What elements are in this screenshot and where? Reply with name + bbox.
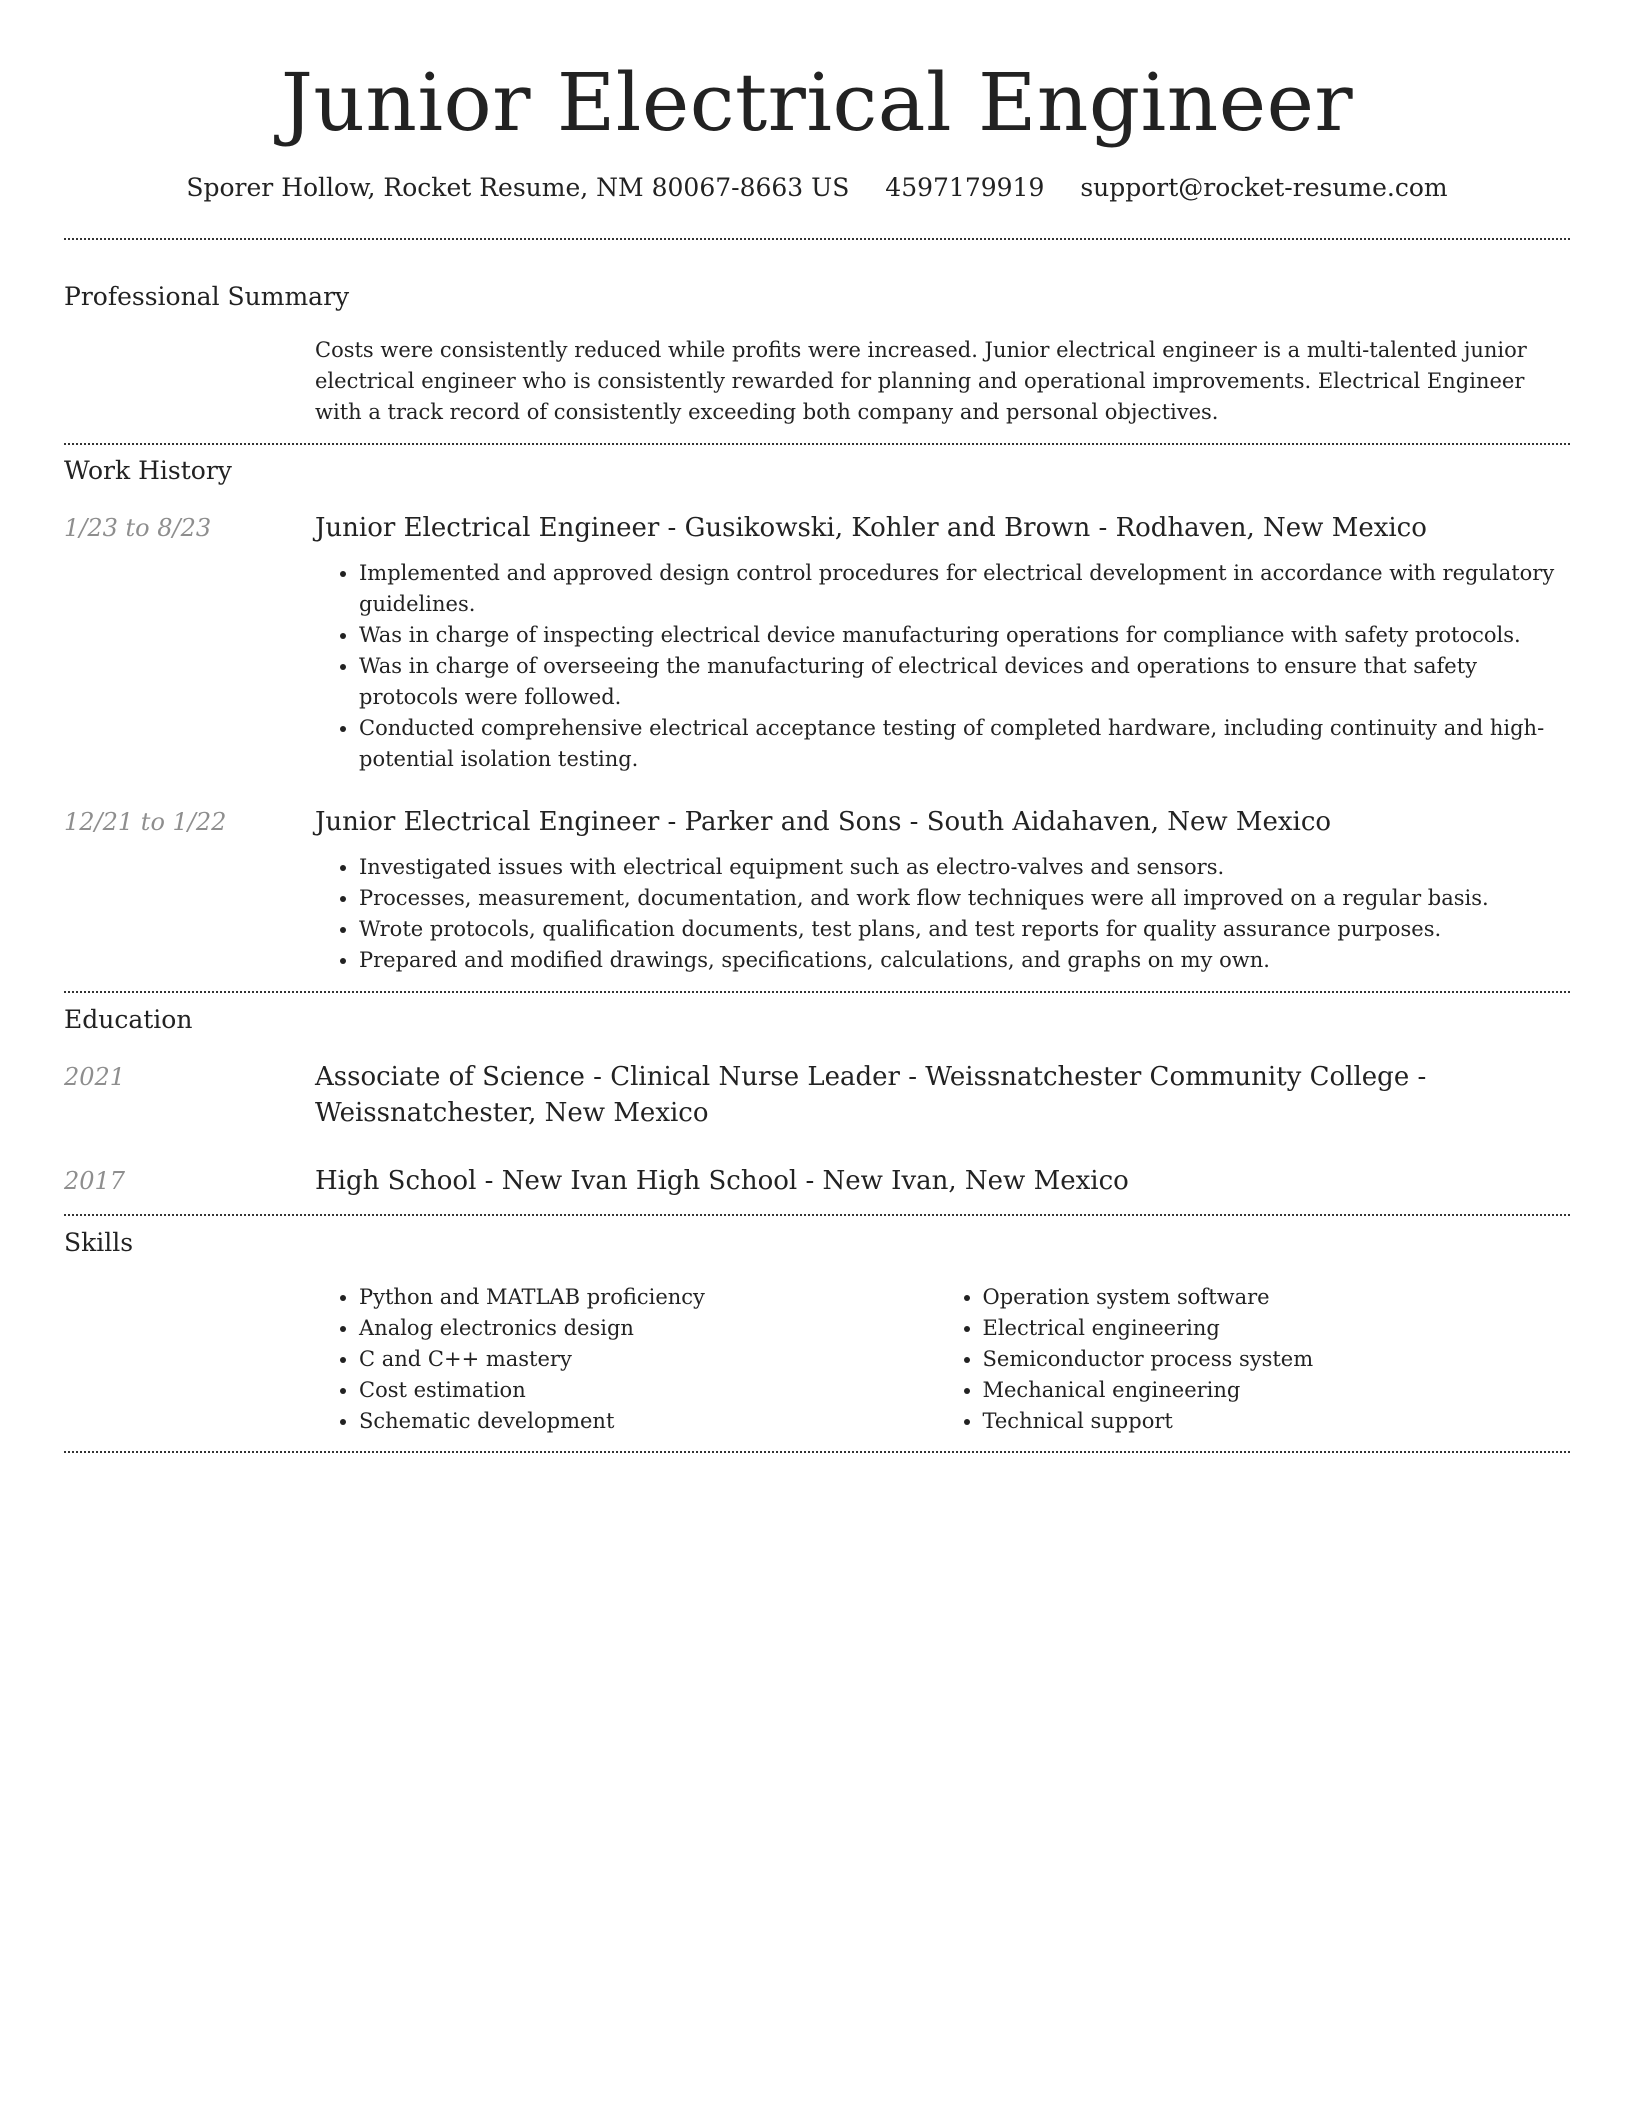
- skills-grid: [315, 1282, 1562, 1437]
- summary-section: [64, 240, 1570, 428]
- skill-item: • Semiconductor process system: [983, 1344, 1563, 1375]
- education-title: [315, 1163, 1562, 1199]
- list-item: • Wrote protocols, qualification documents, test plans, and test reports for quality assurance purposes.: [359, 914, 1562, 945]
- skill-item: • Electrical engineering: [983, 1313, 1563, 1344]
- job-dates: 1/23 to 8/23: [64, 514, 212, 542]
- education-title: [315, 1059, 1562, 1131]
- skills-divider: [64, 1451, 1570, 1453]
- summary-heading: Professional Summary: [64, 282, 350, 311]
- education-section: [64, 993, 1570, 1199]
- job-bullets: [315, 558, 1562, 775]
- job-title: [315, 510, 1562, 546]
- skill-item: • Operation system software: [983, 1282, 1563, 1313]
- education-year: 2021: [64, 1063, 126, 1091]
- job-role: Junior Electrical Engineer: [315, 807, 660, 837]
- list-item: • Conducted comprehensive electrical acceptance testing of completed hardware, including continuity and high-potential isolation testing.: [359, 713, 1562, 775]
- skills-list-left: [315, 1282, 939, 1437]
- job-role: Junior Electrical Engineer: [315, 513, 660, 543]
- education-entry: [64, 1059, 1570, 1131]
- education-year: 2017: [64, 1167, 126, 1195]
- job-title: [315, 804, 1562, 840]
- list-item: • Implemented and approved design control procedures for electrical development in accordance with regulatory guidelines.: [359, 558, 1562, 620]
- list-item: • Was in charge of overseeing the manufacturing of electrical devices and operations to ensure that safety protocols were followed.: [359, 651, 1562, 713]
- job-dates: 12/21 to 1/22: [64, 808, 227, 836]
- skills-section: [64, 1216, 1570, 1437]
- skill-item: • Analog electronics design: [359, 1313, 939, 1344]
- job-bullets: [315, 852, 1562, 976]
- work-heading: Work History: [64, 456, 232, 485]
- resume-name: Junior Electrical Engineer: [280, 56, 1354, 149]
- education-details: - New Ivan High School - New Ivan, New Mexico: [476, 1166, 1129, 1196]
- education-degree: Associate of Science - Clinical Nurse Leader: [315, 1062, 900, 1092]
- job-details: - Gusikowski, Kohler and Brown - Rodhaven, New Mexico: [659, 513, 1427, 543]
- resume-page: [64, 0, 1570, 1453]
- education-degree: High School: [315, 1166, 477, 1196]
- list-item: • Processes, measurement, documentation, and work flow techniques were all improved on a regular basis.: [359, 883, 1562, 914]
- list-item: • Was in charge of inspecting electrical device manufacturing operations for compliance with safety protocols.: [359, 620, 1562, 651]
- education-details: - Weissnatchester Community College - Weissnatchester, New Mexico: [315, 1062, 1427, 1128]
- skill-item: • Python and MATLAB proficiency: [359, 1282, 939, 1313]
- job-details: - Parker and Sons - South Aidahaven, New Mexico: [659, 807, 1332, 837]
- skill-item: • Schematic development: [359, 1406, 939, 1437]
- contact-line: [64, 170, 1570, 206]
- list-item: • Prepared and modified drawings, specifications, calculations, and graphs on my own.: [359, 945, 1562, 976]
- skill-item: • C and C++ mastery: [359, 1344, 939, 1375]
- education-heading: Education: [64, 1005, 193, 1034]
- skill-item: • Cost estimation: [359, 1375, 939, 1406]
- skill-item: • Mechanical engineering: [983, 1375, 1563, 1406]
- skills-heading: Skills: [64, 1228, 134, 1257]
- summary-text: Costs were consistently reduced while profits were increased. Junior electrical engineer is a multi-talented junior electrical engineer who is consistently rewarded for planning and operational improvements. Electrical Engineer with a track record of consistently exceeding both company and personal objectives.: [315, 338, 1527, 424]
- work-section: [64, 445, 1570, 976]
- skills-list-right: [939, 1282, 1563, 1437]
- contact-phone: 4597179919: [885, 173, 1045, 202]
- contact-email: support@rocket-resume.com: [1080, 173, 1448, 202]
- skill-item: • Technical support: [983, 1406, 1563, 1437]
- job-entry: [64, 804, 1570, 976]
- contact-address: Sporer Hollow, Rocket Resume, NM 80067-8663 US: [186, 173, 850, 202]
- list-item: • Investigated issues with electrical equipment such as electro-valves and sensors.: [359, 852, 1562, 883]
- education-entry: [64, 1163, 1570, 1199]
- job-entry: [64, 510, 1570, 775]
